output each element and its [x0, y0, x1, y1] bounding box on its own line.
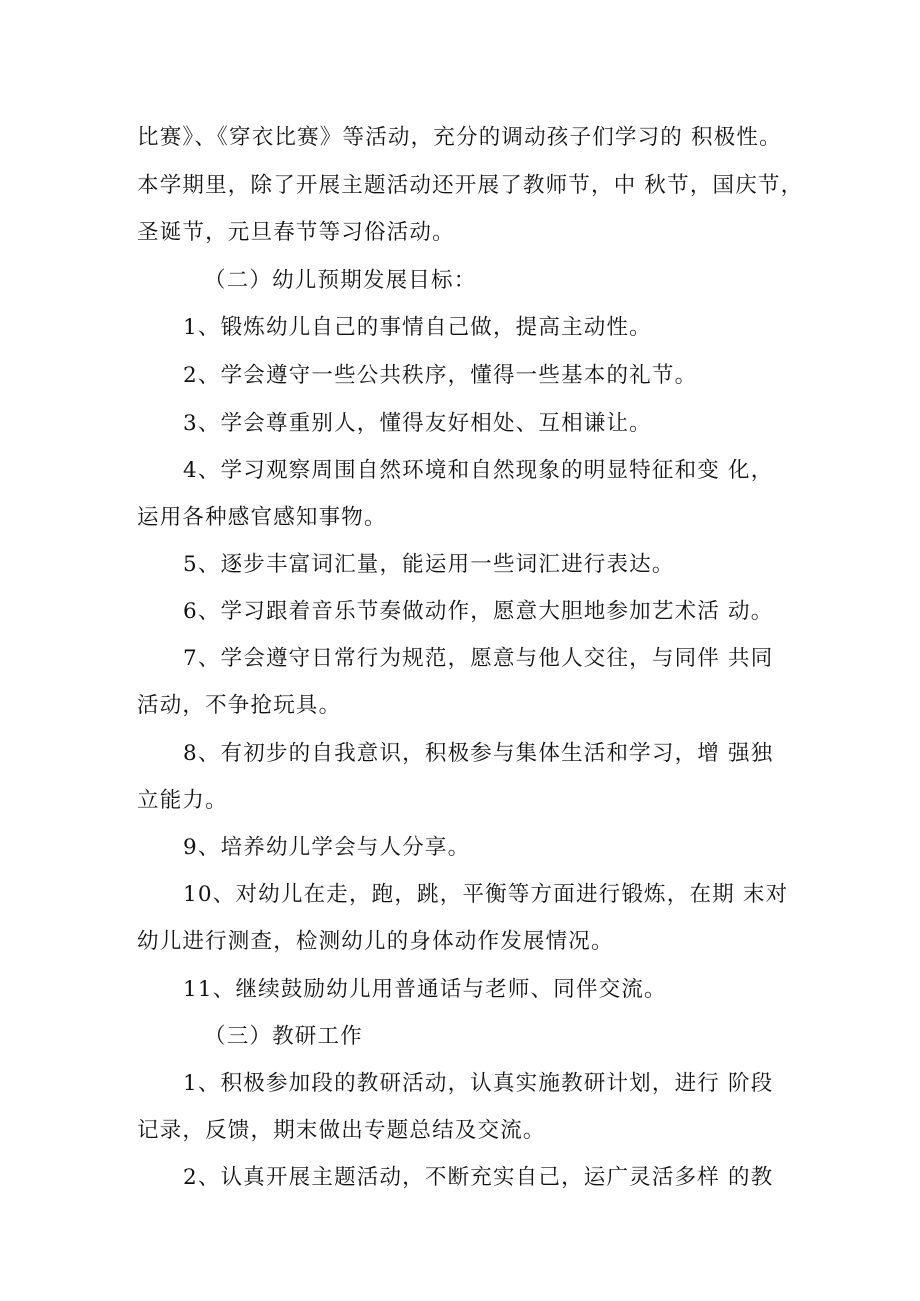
- list-item-continuation: 运用各种感官感知事物。: [137, 505, 387, 530]
- text-line: 圣诞节，元旦春节等习俗活动。: [137, 220, 455, 245]
- section-heading: （三）教研工作: [204, 1024, 363, 1049]
- list-item: 1、锻炼幼儿自己的事情自己做，提高主动性。: [183, 315, 652, 340]
- list-item-continuation: 记录，反馈，期末做出专题总结及交流。: [137, 1118, 546, 1143]
- list-item: 2、学会遵守一些公共秩序，懂得一些基本的礼节。: [183, 363, 698, 388]
- list-item: 3、学会尊重别人，懂得友好相处、互相谦让。: [183, 411, 652, 436]
- list-item: 11、继续鼓励幼儿用普通话与老师、同伴交流。: [183, 977, 667, 1002]
- section-heading: （二）幼儿预期发展目标：: [204, 268, 477, 293]
- list-item: 1、积极参加段的教研活动，认真实施教研计划，进行 阶段: [183, 1071, 774, 1096]
- text-line: 本学期里，除了开展主题活动还开展了教师节，中 秋节，国庆节，: [137, 173, 804, 198]
- list-item: 10、对幼儿在走，跑，跳，平衡等方面进行锻炼，在期 末对: [183, 882, 789, 907]
- text-line: 比赛》、《穿衣比赛》等活动，充分的调动孩子们学习的 积极性。: [137, 125, 782, 150]
- list-item: 7、学会遵守日常行为规范，愿意与他人交往，与同伴 共同: [183, 646, 774, 671]
- list-item-continuation: 幼儿进行测查，检测幼儿的身体动作发展情况。: [137, 929, 614, 954]
- list-item-continuation: 活动，不争抢玩具。: [137, 693, 342, 718]
- list-item: 2、认真开展主题活动，不断充实自己，运广灵活多样 的教: [183, 1165, 774, 1190]
- list-item: 9、培养幼儿学会与人分享。: [183, 835, 471, 860]
- list-item: 6、学习跟着音乐节奏做动作，愿意大胆地参加艺术活 动。: [183, 599, 774, 624]
- list-item-continuation: 立能力。: [137, 788, 228, 813]
- list-item: 8、有初步的自我意识，积极参与集体生活和学习，增 强独: [183, 741, 774, 766]
- list-item: 5、逐步丰富词汇量，能运用一些词汇进行表达。: [183, 552, 675, 577]
- list-item: 4、学习观察周围自然环境和自然现象的明显特征和变 化，: [183, 458, 774, 483]
